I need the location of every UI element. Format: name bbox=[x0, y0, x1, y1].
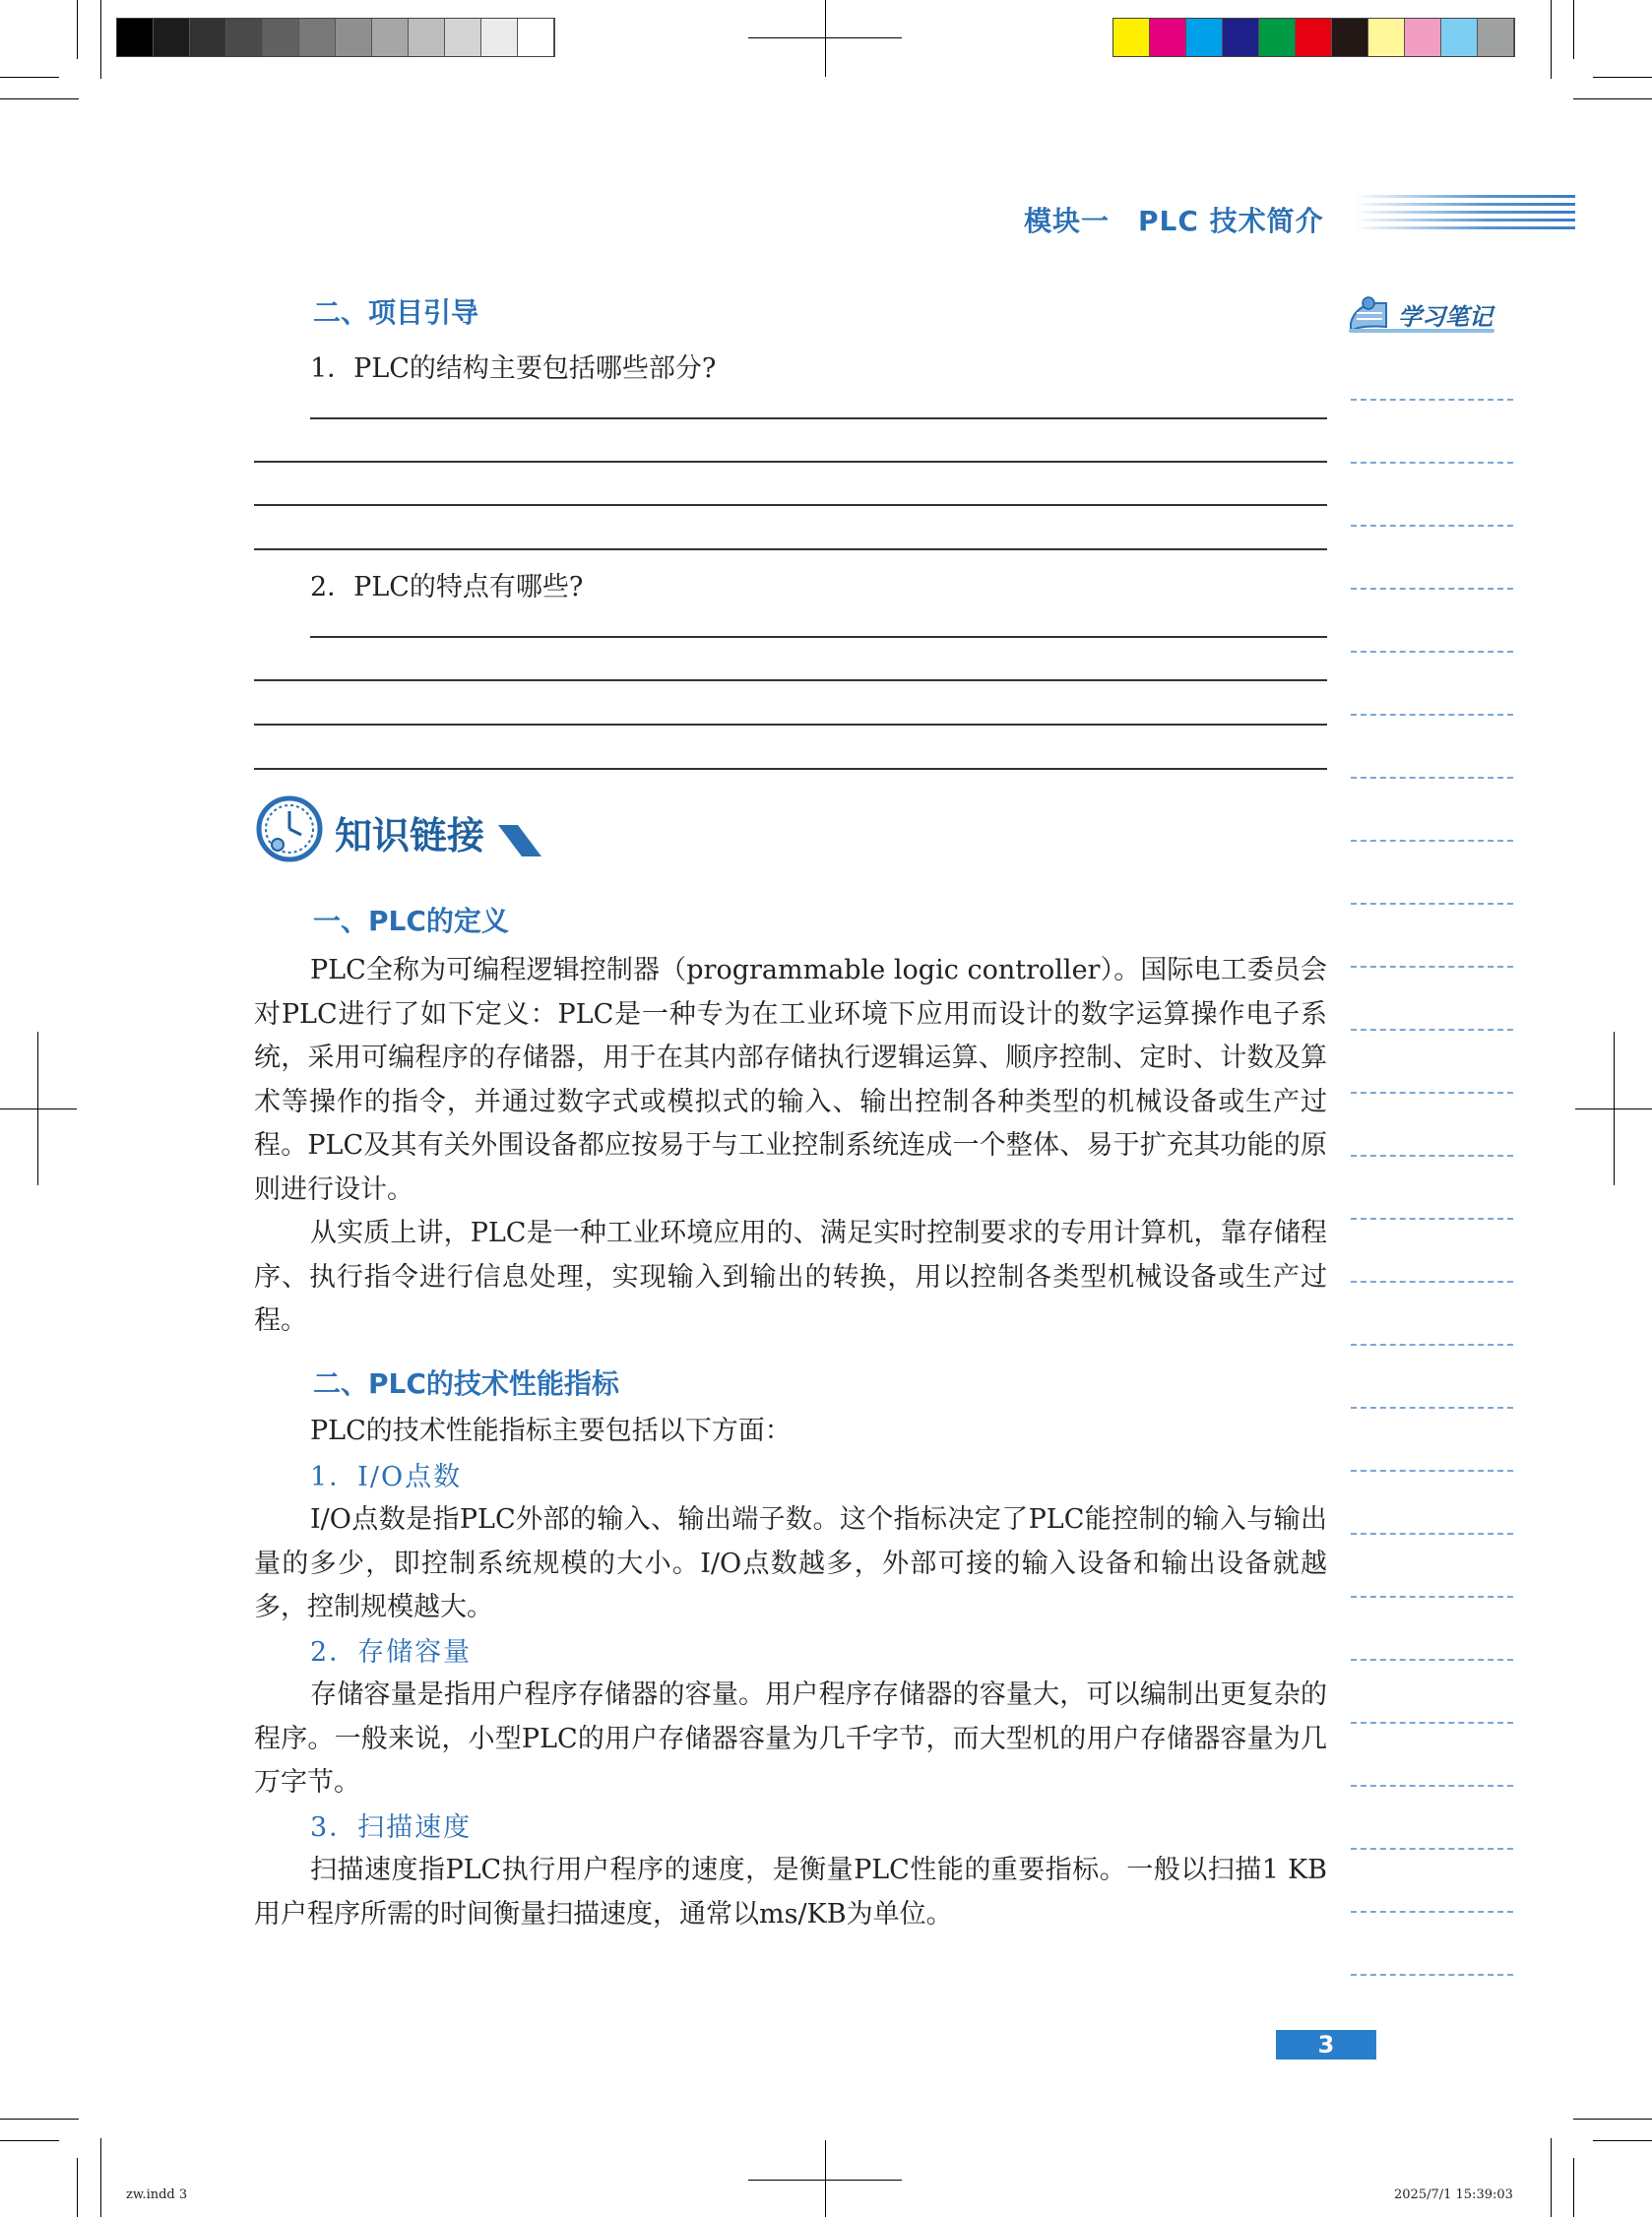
gray-swatch bbox=[226, 19, 263, 56]
section-heading-performance: 二、PLC的技术性能指标 bbox=[313, 1367, 619, 1400]
color-swatch bbox=[1186, 19, 1223, 56]
gray-swatch bbox=[190, 19, 226, 56]
color-swatch bbox=[1223, 19, 1259, 56]
item-3-body bbox=[254, 1849, 1327, 1936]
performance-intro-text: PLC的技术性能指标主要包括以下方面： bbox=[310, 1416, 792, 1446]
answer-line[interactable] bbox=[254, 461, 1327, 463]
gray-swatch bbox=[117, 19, 154, 56]
answer-line[interactable] bbox=[254, 504, 1327, 506]
note-line[interactable] bbox=[1351, 1596, 1513, 1598]
note-line[interactable] bbox=[1351, 1722, 1513, 1724]
gray-swatch bbox=[409, 19, 445, 56]
note-line[interactable] bbox=[1351, 1470, 1513, 1472]
section-heading-guide: 二、项目引导 bbox=[313, 296, 479, 329]
question-2: 2．PLC的特点有哪些? bbox=[310, 572, 584, 602]
gray-swatch bbox=[372, 19, 409, 56]
gray-color-bar bbox=[116, 18, 555, 57]
process-color-bar bbox=[1112, 18, 1515, 57]
note-line[interactable] bbox=[1351, 1092, 1513, 1094]
answer-line[interactable] bbox=[310, 417, 1327, 419]
color-swatch bbox=[1296, 19, 1332, 56]
answer-line[interactable] bbox=[254, 679, 1327, 681]
gray-swatch bbox=[518, 19, 554, 56]
note-line[interactable] bbox=[1351, 714, 1513, 716]
note-line[interactable] bbox=[1351, 1344, 1513, 1346]
gray-swatch bbox=[336, 19, 372, 56]
color-swatch bbox=[1259, 19, 1296, 56]
answer-line[interactable] bbox=[254, 724, 1327, 726]
definition-paragraph-1: PLC全称为可编程逻辑控制器（programmable logic controller）。国际电工委员会对PLC进行了如下定义：PLC是一种专为在工业环境下应用而设计的数字运算操作电子系统，采用可编程序的存储器，用于在其内部存储执行逻辑运算、顺序控制、定时、计数及算术等操作的指令，并通过数字式或模拟式的输入、输出控制各种类型的机械设备或生产过程。PLC及其有关外围设备都应按易于与工业控制系统连成一个整体、易于扩充其功能的原则进行设计。 bbox=[254, 955, 1327, 1205]
note-line[interactable] bbox=[1351, 399, 1513, 401]
note-line[interactable] bbox=[1351, 525, 1513, 527]
note-line[interactable] bbox=[1351, 903, 1513, 905]
performance-intro bbox=[254, 1410, 1327, 1454]
gray-swatch bbox=[481, 19, 518, 56]
note-line[interactable] bbox=[1351, 1407, 1513, 1409]
note-line[interactable] bbox=[1351, 462, 1513, 464]
item-2-title: 2．存储容量 bbox=[310, 1637, 473, 1668]
item-1-title: 1．I/O点数 bbox=[310, 1462, 463, 1492]
note-line[interactable] bbox=[1351, 1218, 1513, 1220]
color-swatch bbox=[1150, 19, 1186, 56]
question-1: 1．PLC的结构主要包括哪些部分? bbox=[310, 353, 717, 384]
gray-swatch bbox=[299, 19, 336, 56]
note-line[interactable] bbox=[1351, 1911, 1513, 1913]
gray-swatch bbox=[263, 19, 299, 56]
print-timestamp: 2025/7/1 15:39:03 bbox=[1394, 2187, 1513, 2202]
item-3-text: 扫描速度指PLC执行用户程序的速度，是衡量PLC性能的重要指标。一般以扫描1 KB用户程序所需的时间衡量扫描速度，通常以ms/KB为单位。 bbox=[254, 1855, 1327, 1930]
note-line[interactable] bbox=[1351, 1974, 1513, 1976]
item-2-body bbox=[254, 1674, 1327, 1805]
note-line[interactable] bbox=[1351, 1155, 1513, 1157]
header-stripes bbox=[1354, 195, 1575, 238]
color-swatch bbox=[1405, 19, 1441, 56]
color-swatch bbox=[1368, 19, 1405, 56]
item-1-body bbox=[254, 1498, 1327, 1630]
item-3-title: 3．扫描速度 bbox=[310, 1812, 473, 1843]
color-swatch bbox=[1113, 19, 1150, 56]
answer-line[interactable] bbox=[254, 768, 1327, 770]
note-line[interactable] bbox=[1351, 1848, 1513, 1850]
color-swatch bbox=[1332, 19, 1368, 56]
item-2-text: 存储容量是指用户程序存储器的容量。用户程序存储器的容量大，可以编制出更复杂的程序。一般来说，小型PLC的用户存储器容量为几千字节，而大型机的用户存储器容量为几万字节。 bbox=[254, 1679, 1327, 1798]
gray-swatch bbox=[154, 19, 190, 56]
answer-line[interactable] bbox=[310, 636, 1327, 638]
note-line[interactable] bbox=[1351, 1659, 1513, 1661]
section-heading-definition: 一、PLC的定义 bbox=[313, 905, 509, 937]
note-line[interactable] bbox=[1351, 966, 1513, 968]
note-line[interactable] bbox=[1351, 1281, 1513, 1283]
file-label: zw.indd 3 bbox=[126, 2187, 188, 2202]
color-swatch bbox=[1478, 19, 1514, 56]
note-line[interactable] bbox=[1351, 1029, 1513, 1031]
note-line[interactable] bbox=[1351, 588, 1513, 590]
item-1-text: I/O点数是指PLC外部的输入、输出端子数。这个指标决定了PLC能控制的输入与输出量的多少，即控制系统规模的大小。I/O点数越多，外部可接的输入设备和输出设备就越多，控制规模越大。 bbox=[254, 1504, 1327, 1622]
running-header-title: 模块一 PLC 技术简介 bbox=[1024, 205, 1324, 237]
knowledge-link-title: 知识链接 bbox=[335, 814, 485, 857]
definition-paragraphs bbox=[254, 949, 1327, 1344]
page-number-badge: 3 bbox=[1276, 2030, 1376, 2059]
color-swatch bbox=[1441, 19, 1478, 56]
note-line[interactable] bbox=[1351, 1785, 1513, 1787]
definition-paragraph-2: 从实质上讲，PLC是一种工业环境应用的、满足实时控制要求的专用计算机，靠存储程序、执行指令进行信息处理，实现输入到输出的转换，用以控制各类型机械设备或生产过程。 bbox=[254, 1218, 1327, 1336]
gray-swatch bbox=[445, 19, 481, 56]
note-line[interactable] bbox=[1351, 651, 1513, 653]
note-line[interactable] bbox=[1351, 1533, 1513, 1535]
notes-label: 学习笔记 bbox=[1398, 303, 1493, 331]
note-line[interactable] bbox=[1351, 840, 1513, 842]
note-line[interactable] bbox=[1351, 777, 1513, 779]
answer-line[interactable] bbox=[254, 548, 1327, 550]
